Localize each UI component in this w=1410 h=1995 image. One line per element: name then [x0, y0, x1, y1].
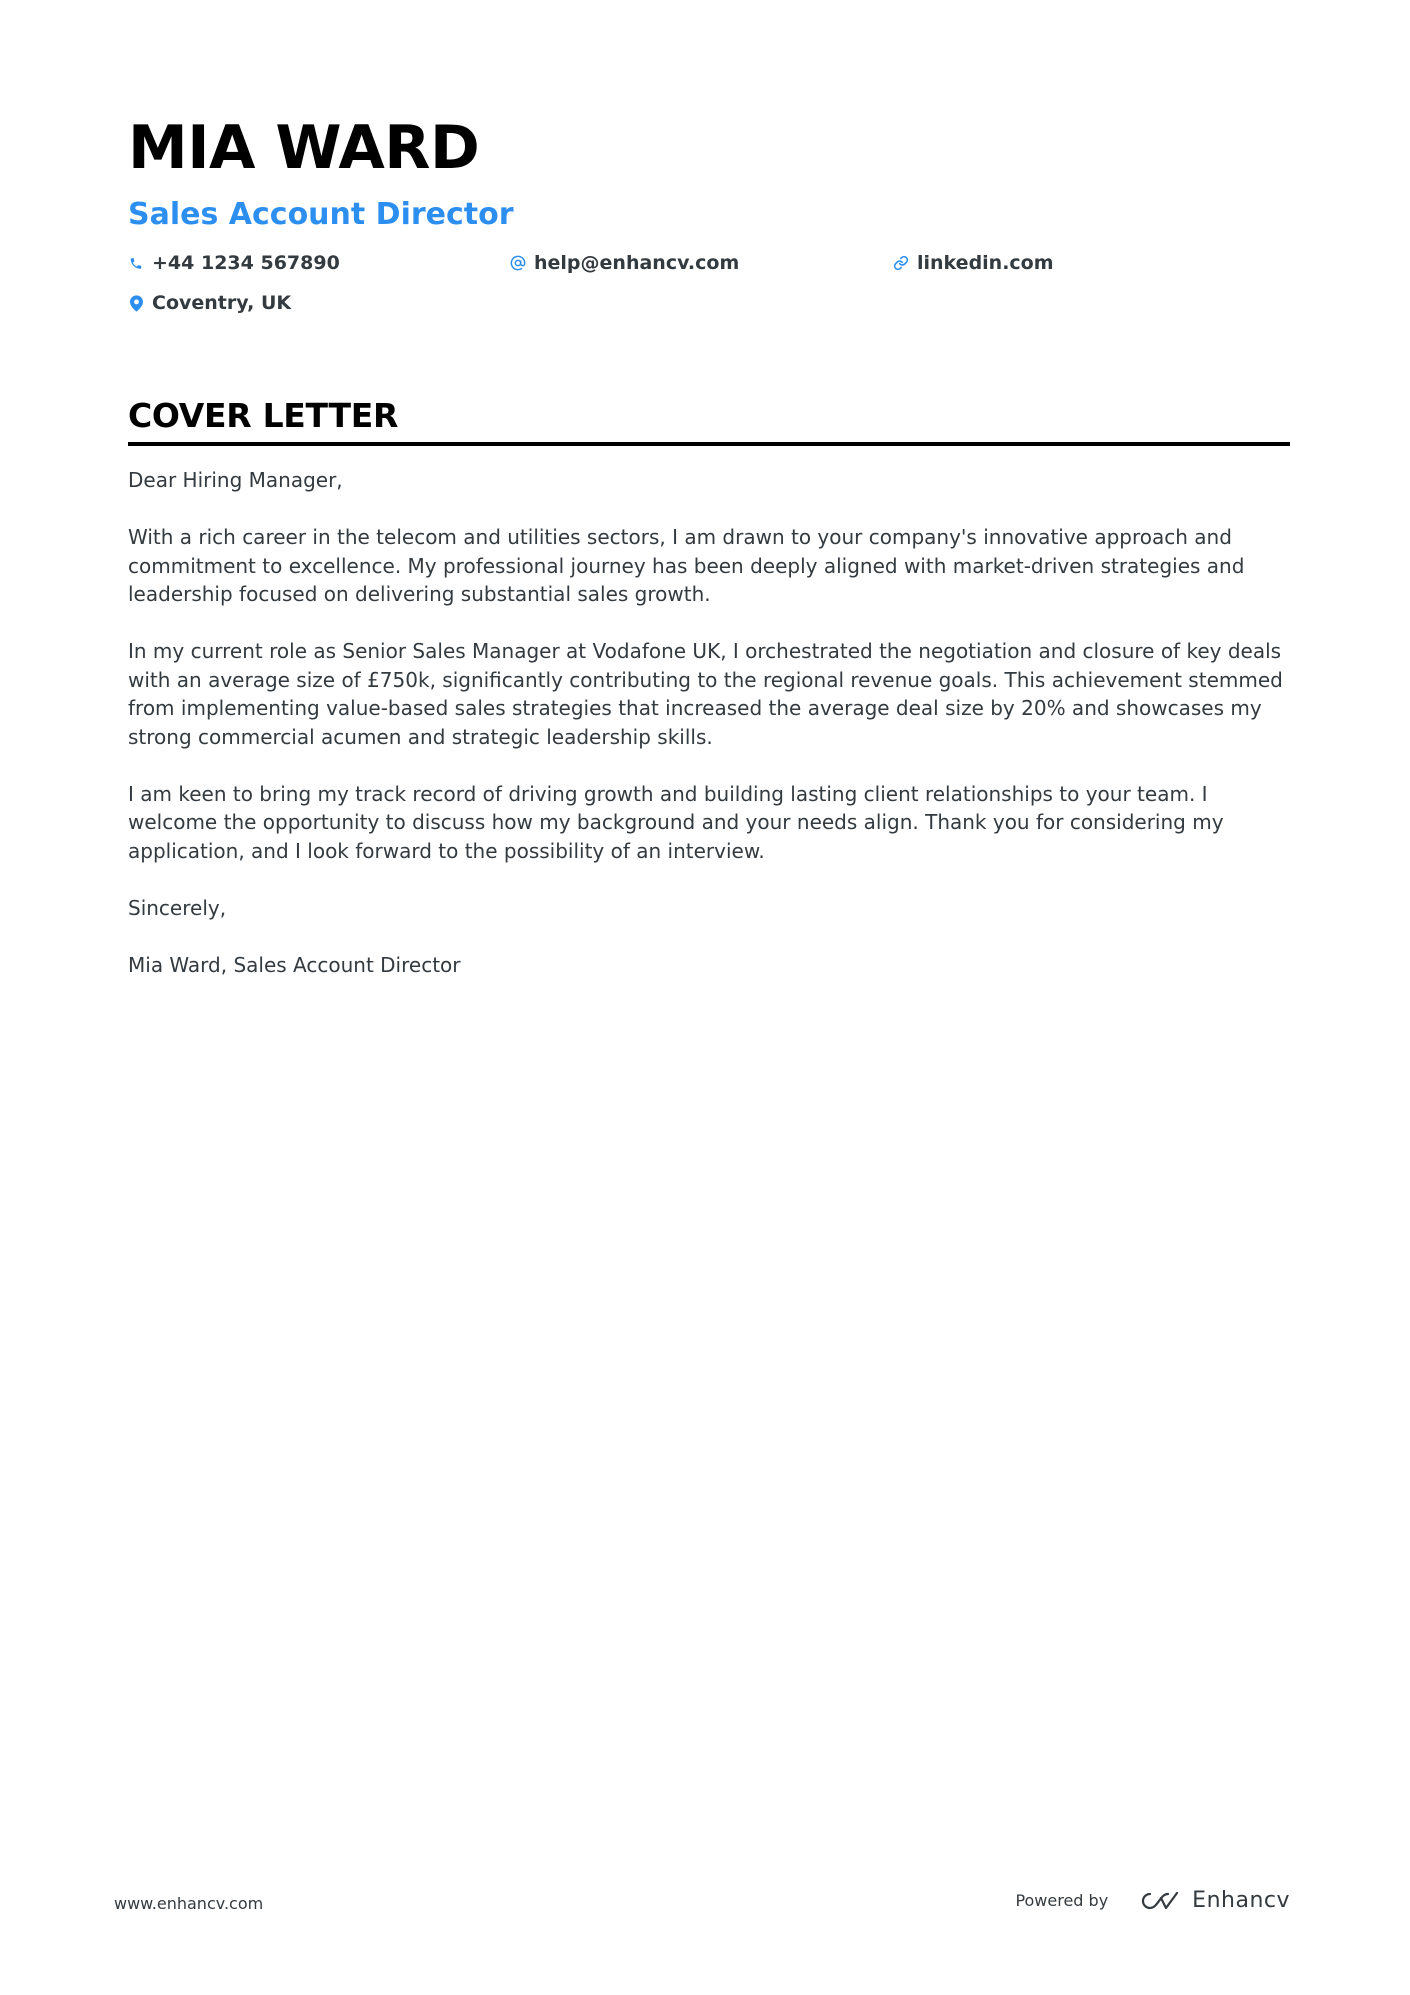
location-text: Coventry, UK — [152, 292, 292, 314]
letter-greeting: Dear Hiring Manager, — [128, 468, 343, 492]
powered-by-label: Powered by — [1015, 1891, 1109, 1910]
cover-letter-section — [128, 394, 1290, 1008]
phone-icon — [128, 254, 144, 272]
letter-closing: Sincerely, — [128, 895, 227, 920]
section-divider — [128, 442, 1290, 446]
link-text: linkedin.com — [917, 252, 1054, 274]
footer-branding — [1015, 1888, 1290, 1913]
header — [128, 108, 1288, 334]
contact-info — [128, 250, 1288, 334]
candidate-role: Sales Account Director — [128, 197, 514, 232]
candidate-name: MIA WARD — [128, 113, 480, 183]
footer-website[interactable]: www.enhancv.com — [114, 1894, 264, 1913]
map-pin-icon — [128, 294, 144, 312]
link-icon — [893, 254, 909, 272]
letter-paragraph: In my current role as Senior Sales Manager at Vodafone UK, I orchestrated the negotiation and closure of key deals with an average size of £750k, significantly contributing to the regional revenue goals. This achievement stemmed from implementing value-based sales strategies that increased the average deal size by 20% and showcases my strong commercial acumen and strategic leadership skills. — [128, 639, 1283, 749]
brand-name: Enhancv — [1192, 1888, 1290, 1913]
email-text: help@enhancv.com — [534, 252, 740, 274]
letter-paragraph: With a rich career in the telecom and utilities sectors, I am drawn to your company's innovative approach and commitment to excellence. My professional journey has been deeply aligned with market-driven strategies and leadership focused on delivering substantial sales growth. — [128, 525, 1245, 606]
contact-location — [128, 290, 291, 316]
letter-body — [128, 466, 1290, 979]
contact-phone — [128, 250, 340, 276]
letter-signature: Mia Ward, Sales Account Director — [128, 952, 461, 977]
section-title: COVER LETTER — [128, 396, 399, 435]
contact-linkedin[interactable] — [893, 250, 1054, 276]
enhancv-logo-icon — [1136, 1889, 1182, 1913]
contact-email[interactable] — [510, 250, 739, 276]
phone-text: +44 1234 567890 — [152, 252, 340, 274]
at-icon — [510, 254, 526, 272]
letter-paragraph: I am keen to bring my track record of driving growth and building lasting client relationships to your team. I welcome the opportunity to discuss how my background and your needs align. Thank you for considering my application, and I look forward to the possibility of an interview. — [128, 781, 1224, 863]
